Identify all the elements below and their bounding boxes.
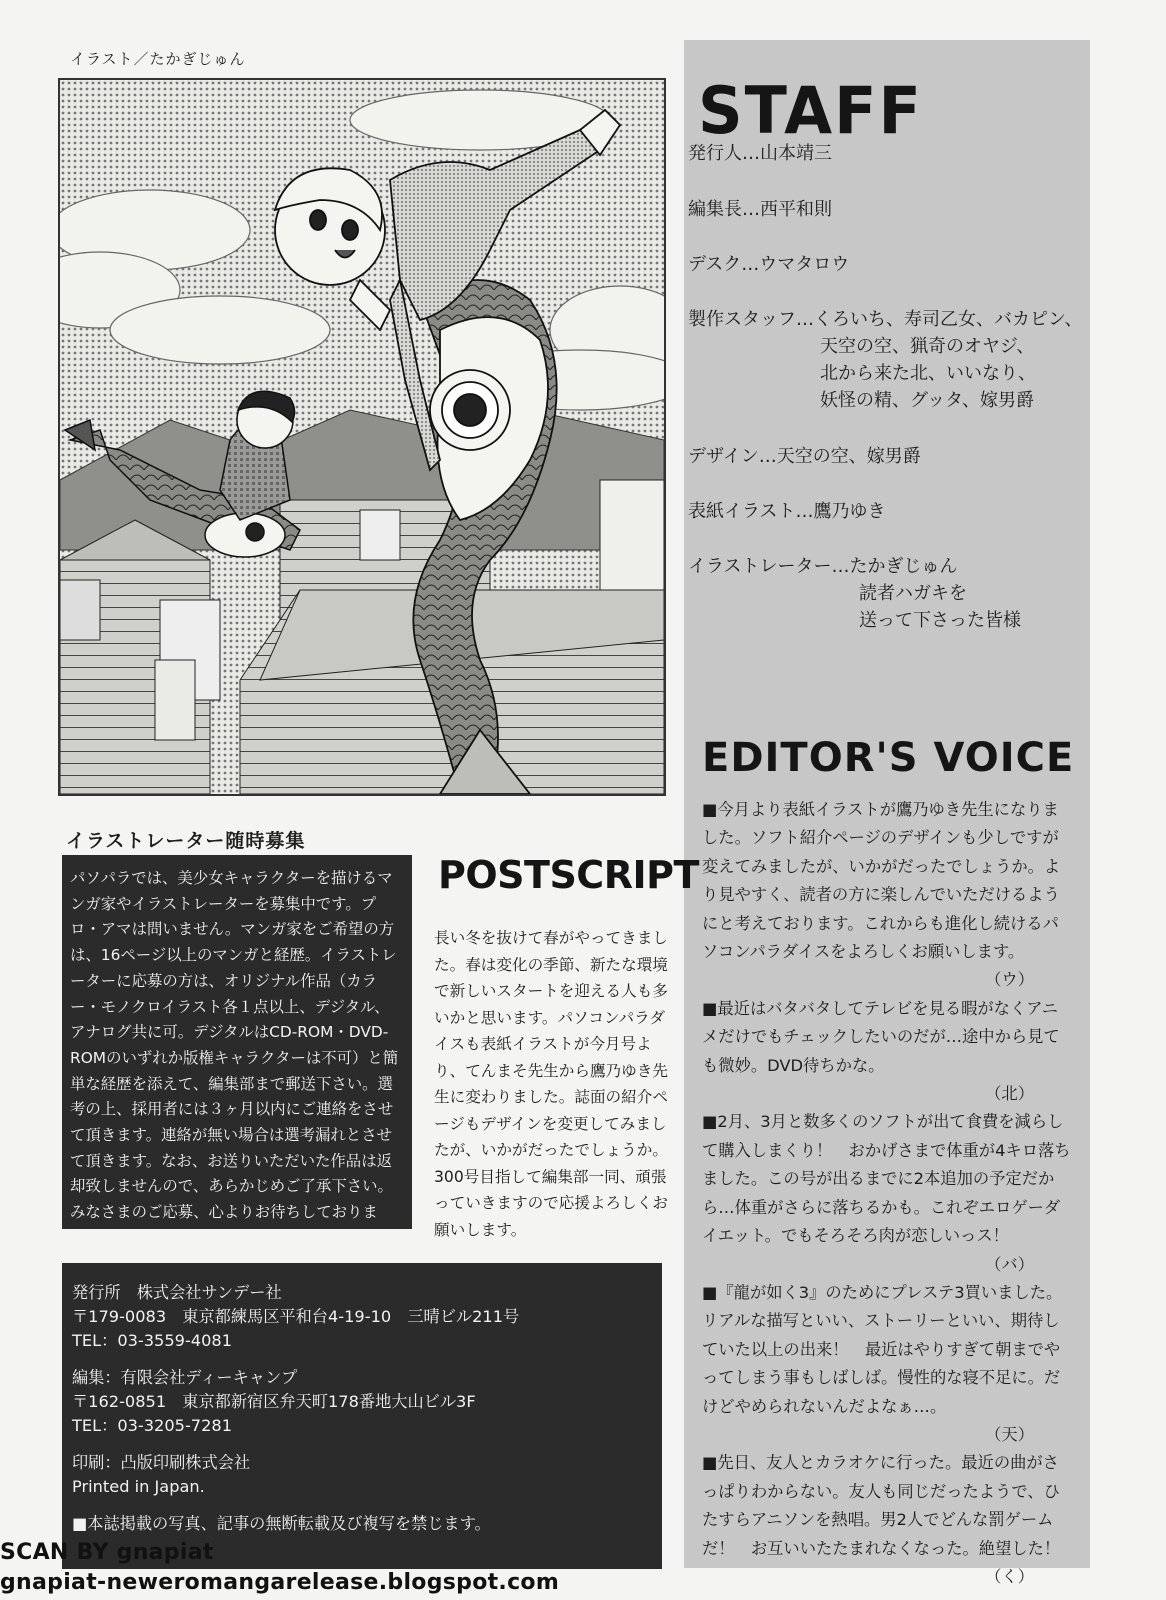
editor-comment: ■2月、3月と数多くのソフトが出て食費を減らして購入しまくり！ おかげさまで体重が4キロ落ちました。この号が出るまでに2本追加の予定だから…体重がさらに落ちるかも。これぞエロゲーダイエット。でもそろそろ肉が恋しいっス！ （バ） (702, 1112, 1071, 1274)
staff-production-cont: 北から来た北、いいなり、 (820, 363, 1036, 384)
editor-comment: ■最近はバタバタしてテレビを見る暇がなくアニメだけでもチェックしたいのだが…途中から見ても微妙。DVD待ちかな。 （北） (702, 998, 1060, 1104)
staff-illustrator: イラストレーター…たかぎじゅん (688, 556, 958, 577)
printing-info (72, 1451, 652, 1499)
printer-name: 印刷：凸版印刷株式会社 (72, 1453, 251, 1472)
copyright-text: ■本誌掲載の写真、記事の無断転載及び複写を禁じます。 (72, 1514, 491, 1533)
publisher-info (72, 1281, 652, 1353)
recruit-body: パソパラでは、美少女キャラクターを描けるマンガ家やイラストレーターを募集中です。プロ・アマは問いません。マンガ家をご希望の方は、16ページ以上のマンガと経歴。イラストレーターに応募の方は、オリジナル作品（カラー・モノクロイラスト各１点以上、デジタル、アナログ共に可。デジタルはCD-ROM・DVD-ROMのいずれか版権キャラクターは不可）と簡単な経歴を添えて、編集部まで郵送下さい。選考の上、採用者には３ヶ月以内にご連絡をさせて頂きます。連絡が無い場合は選考漏れとさせて頂きます。なお、お送りいただいた作品は返却致しませんので、あらかじめご了承下さい。みなさまのご応募、心よりお待ちしております。 (70, 869, 399, 1247)
editorial-info (72, 1366, 652, 1438)
publisher-address: 〒179-0083 東京都練馬区平和台4-19-10 三晴ビル211号 (72, 1307, 520, 1326)
editors-voice-body (702, 796, 1074, 1591)
printed-in: Printed in Japan. (72, 1477, 205, 1496)
editor-comment: ■『龍が如く3』のためにプレステ3買いました。リアルな描写といい、ストーリーといい、期待していた以上の出来！ 最近はやりすぎて朝までやってしまう事もしばしば。慢性的な寝不足に。だけどやめられないんだよなぁ…。 （天） (702, 1282, 1063, 1444)
staff-production-cont: 天空の空、猟奇のオヤジ、 (820, 336, 1035, 357)
postscript-body: 長い冬を抜けて春がやってきました。春は変化の季節、新たな環境で新しいスタートを迎える人も多いかと思います。パソコンパラダイスも表紙イラストが今月号より、てんまそ先生から鷹乃ゆき先生に変わりました。誌面の紹介ページもデザインを変更してみましたが、いかがだったでしょうか。300号目指して編集部一同、頑張っていきますので応援よろしくお願いします。 (434, 929, 668, 1239)
editorial-address: 〒162-0851 東京都新宿区弁天町178番地大山ビル3F (72, 1392, 476, 1411)
editor-comment: ■先日、友人とカラオケに行った。最近の曲がさっぱりわからない。友人も同じだったようで、ひたすらアニソンを熱唱。男2人でどんな罰ゲームだ！ お互いいたたまれなくなった。絶望した！ （く） (702, 1453, 1061, 1586)
publisher-tel: TEL：03-3559-4081 (72, 1331, 232, 1350)
recruit-box (62, 855, 412, 1247)
illustration-art (60, 80, 664, 794)
staff-illustrator-cont: 送って下さった皆様 (859, 610, 1021, 631)
copyright-notice (72, 1512, 652, 1536)
cover-illustration (58, 78, 666, 796)
editorial-name: 編集：有限会社ディーキャンプ (72, 1368, 298, 1387)
postscript-heading: POSTSCRIPT (438, 853, 699, 897)
staff-production-cont: 妖怪の精、グッタ、嫁男爵 (820, 390, 1035, 411)
staff-desk: デスク…ウマタロウ (688, 254, 850, 275)
staff-cover-illust: 表紙イラスト…鷹乃ゆき (688, 501, 886, 522)
editors-voice-heading: EDITOR'S VOICE (702, 735, 1075, 781)
publisher-box (62, 1263, 662, 1569)
editorial-tel: TEL：03-3205-7281 (72, 1416, 232, 1435)
staff-heading: STAFF (698, 72, 923, 149)
staff-production: 製作スタッフ…くろいち、寿司乙女、バカピン、 (688, 309, 1083, 330)
staff-design: デザイン…天空の空、嫁男爵 (688, 446, 921, 467)
illustration-credit: イラスト／たかぎじゅん (70, 50, 246, 68)
scan-url: gnapiat-neweromangarelease.blogspot.com (0, 1570, 560, 1595)
staff-illustrator-cont: 読者ハガキを (859, 583, 967, 604)
publisher-name: 発行所 株式会社サンデー社 (72, 1283, 282, 1302)
scan-credit: SCAN BY gnapiat (0, 1540, 214, 1565)
editor-comment: ■今月より表紙イラストが鷹乃ゆき先生になりました。ソフト紹介ページのデザインも少しですが変えてみましたが、いかがだったでしょうか。より見やすく、読者の方に楽しんでいただけるようにと考えております。これからも進化し続けるパソコンパラダイスをよろしくお願いします。 （ウ） (702, 800, 1061, 990)
staff-editor-in-chief: 編集長…西平和則 (688, 199, 832, 220)
recruit-title: イラストレーター随時募集 (66, 830, 306, 852)
staff-panel (684, 40, 1090, 1586)
staff-publisher: 発行人…山本靖三 (688, 143, 832, 164)
